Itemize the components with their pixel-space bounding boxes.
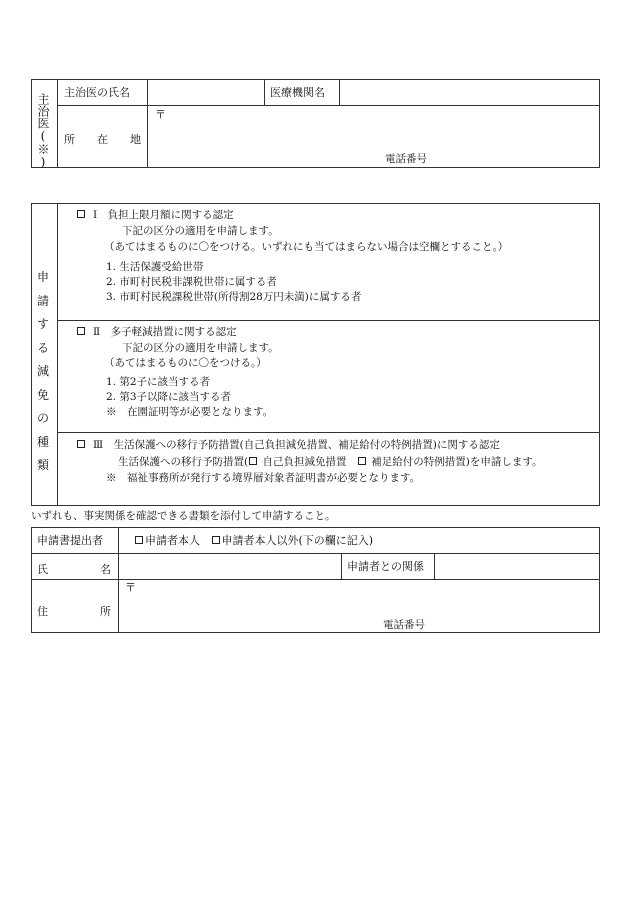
doctor-postal-mark: 〒 — [155, 108, 166, 121]
block3-line1-b: 自己負担減免措置 — [259, 456, 357, 468]
applicant-name-char: 氏 — [37, 563, 48, 576]
block3-title: Ⅲ 生活保護への移行予防措置(自己負担減免措置、補足給付の特例措置)に関する認定 — [93, 439, 500, 451]
block3-title-row — [76, 440, 500, 451]
institution-label: 医療機関名 — [270, 86, 325, 99]
reduction-section-char: 請 — [36, 293, 49, 308]
applicant-name-char: 名 — [100, 563, 111, 576]
reduction-section-char: 種 — [36, 434, 49, 449]
block1-line1: 下記の区分の適用を申請します。 — [122, 225, 279, 237]
submitter-self-checkbox[interactable] — [135, 536, 143, 544]
block2-checkbox[interactable] — [77, 327, 85, 335]
doctor-table-divider — [57, 79, 58, 168]
doctor-table-divider — [264, 79, 265, 105]
block2-note: ※ 在園証明等が必要となります。 — [106, 406, 274, 418]
block2-item[interactable]: 1. 第2子に該当する者 — [106, 376, 211, 388]
applicant-name-field[interactable] — [119, 554, 340, 578]
supplementary-benefit-checkbox[interactable] — [358, 457, 366, 465]
block1-item[interactable]: 3. 市町村民税課税世帯(所得割28万円未満)に属する者 — [106, 291, 362, 303]
block1-title: Ⅰ 負担上限月額に関する認定 — [93, 209, 234, 221]
reduction-section-char: 減 — [36, 364, 49, 378]
applicant-address-char: 住 — [37, 605, 48, 618]
reduction-section-char: る — [36, 340, 49, 355]
block2-item[interactable]: 2. 第3子以降に該当する者 — [106, 391, 232, 403]
submitter-label: 申請書提出者 — [37, 534, 103, 547]
applicant-address-char: 所 — [100, 605, 111, 618]
reduction-section-label — [35, 266, 51, 478]
doctor-address-field[interactable] — [148, 106, 598, 166]
reduction-table-divider — [57, 432, 600, 433]
applicant-postal-mark: 〒 — [125, 581, 136, 594]
relation-label: 申請者との関係 — [347, 560, 424, 573]
applicant-phone-label: 電話番号 — [383, 619, 425, 631]
footer-note: いずれも、事実関係を確認できる書類を添付して申請すること。 — [31, 510, 336, 522]
reduction-section-char: す — [36, 317, 49, 331]
submitter-other-label: 申請者本人以外(下の欄に記入) — [221, 534, 374, 547]
reduction-table-divider — [57, 320, 600, 321]
reduction-section-char: 免 — [36, 387, 49, 402]
doctor-name-field[interactable] — [148, 80, 263, 104]
reduction-table-divider — [57, 203, 58, 506]
applicant-name-label — [37, 561, 111, 577]
block2-line1: 下記の区分の適用を申請します。 — [122, 342, 279, 354]
block3-line1 — [118, 457, 543, 468]
block2-title-row — [76, 327, 237, 338]
doctor-address-label — [64, 131, 141, 147]
doctor-address-char: 在 — [97, 133, 108, 146]
institution-field[interactable] — [340, 80, 598, 104]
reduction-section-char: 申 — [36, 270, 49, 284]
block2-title: Ⅱ 多子軽減措置に関する認定 — [93, 326, 237, 338]
applicant-address-field[interactable] — [119, 580, 598, 631]
block3-checkbox[interactable] — [77, 440, 85, 448]
submitter-other-checkbox[interactable] — [212, 536, 220, 544]
block3-line1-c: 補足給付の特例措置)を申請します。 — [367, 456, 543, 468]
block1-item[interactable]: 2. 市町村民税非課税世帯に属する者 — [106, 276, 277, 288]
applicant-address-label — [37, 603, 111, 619]
self-pay-exemption-checkbox[interactable] — [249, 457, 257, 465]
block1-checkbox[interactable] — [77, 210, 85, 218]
block3-note: ※ 福祉事務所が発行する境界層対象者証明書が必要となります。 — [106, 472, 421, 484]
block1-title-row — [76, 210, 234, 221]
reduction-section-char: 類 — [36, 458, 49, 472]
doctor-section-label: 主治医(※) — [36, 93, 50, 169]
block1-item[interactable]: 1. 生活保護受給世帯 — [106, 261, 204, 273]
doctor-address-char: 所 — [64, 133, 75, 146]
block2-line2: （あてはまるものに〇をつける。） — [104, 357, 267, 369]
doctor-name-label: 主治医の氏名 — [64, 86, 130, 99]
relation-field[interactable] — [435, 554, 598, 578]
reduction-section-char: の — [36, 411, 49, 425]
doctor-address-char: 地 — [130, 133, 141, 146]
block3-line1-a: 生活保護への移行予防措置( — [118, 456, 249, 468]
submitter-self-label: 申請者本人 — [145, 534, 200, 547]
submitter-options — [134, 535, 373, 546]
block1-line2: （あてはまるものに〇をつける。いずれにも当てはまらない場合は空欄とすること。） — [104, 241, 509, 253]
applicant-table-divider — [341, 553, 342, 579]
doctor-phone-label: 電話番号 — [385, 153, 427, 165]
